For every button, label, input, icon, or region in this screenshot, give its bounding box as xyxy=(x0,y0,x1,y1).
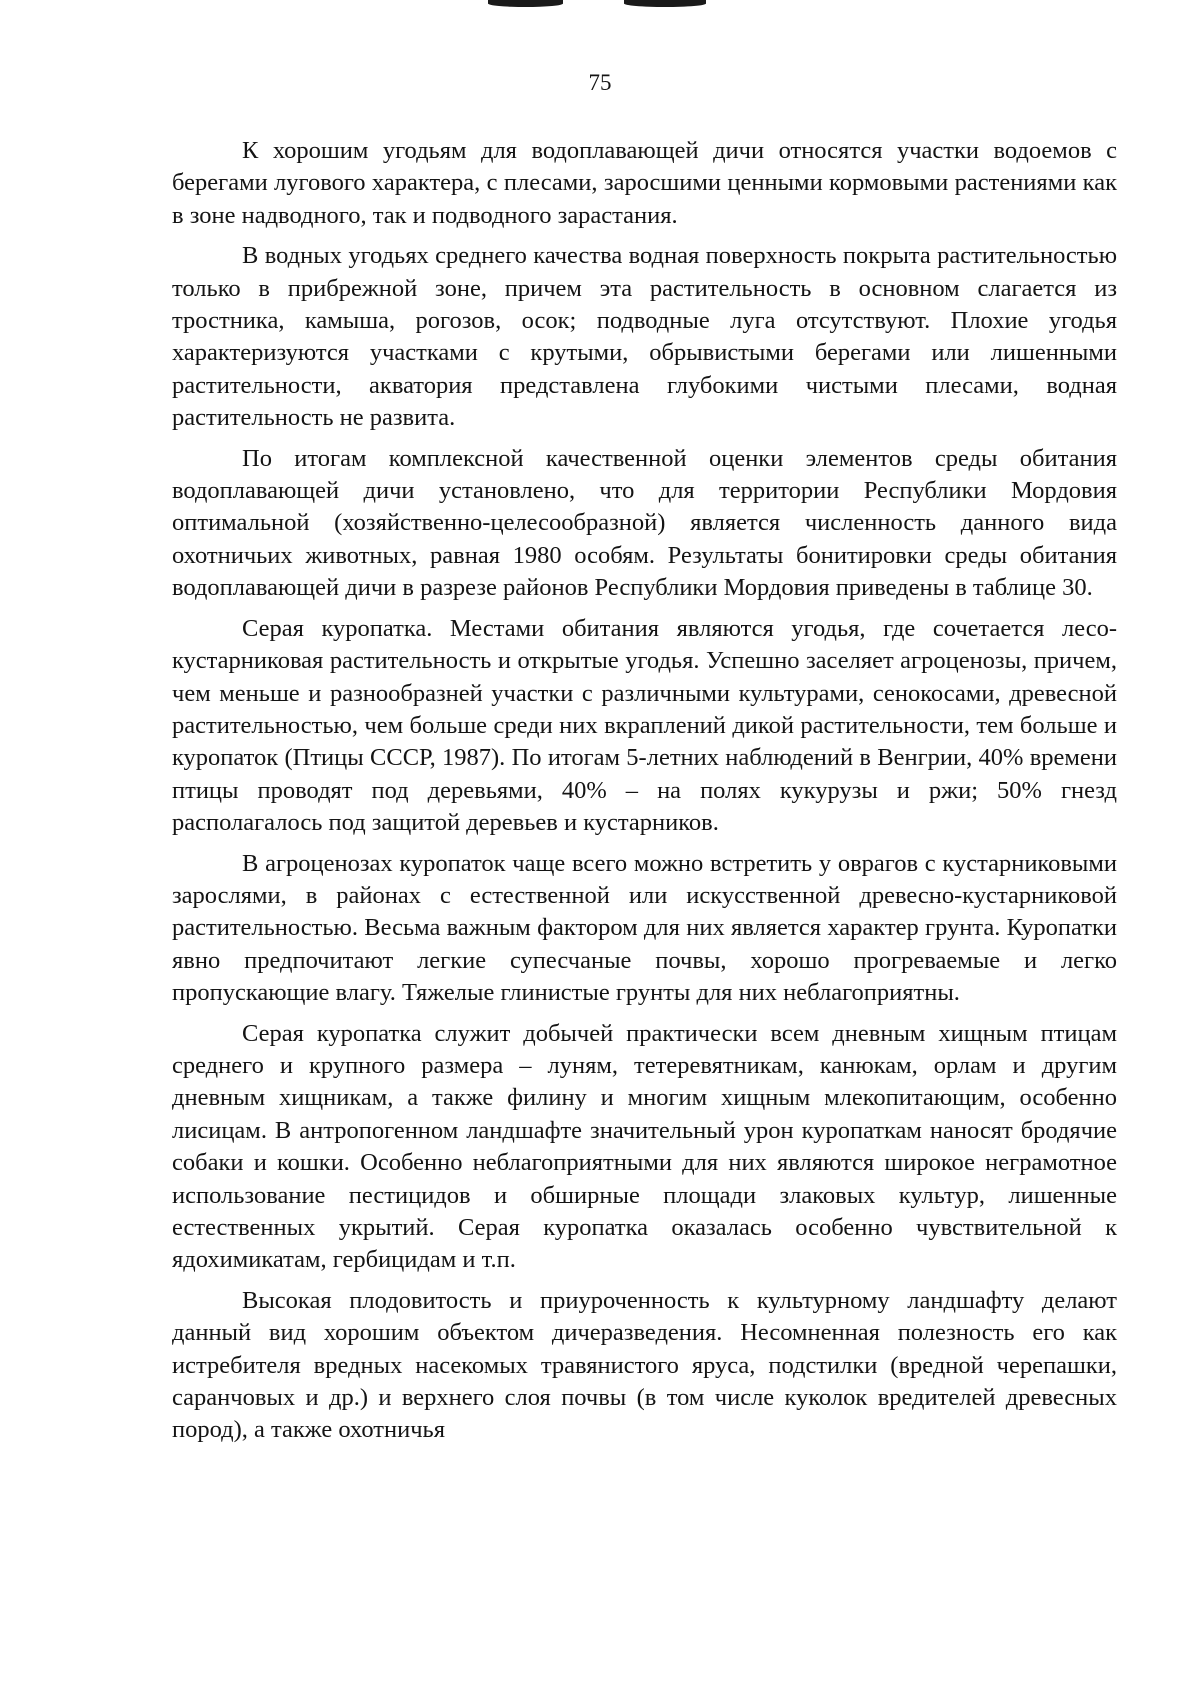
page-number: 75 xyxy=(588,70,612,95)
paragraph-predators: Серая куропатка служит добычей практически всем дневным хищным птицам среднего и крупного размера – луням, тетеревятникам, канюкам, орлам и другим дневным хищникам, а также филину и многим хищным млекопитающим, особенно лисицам. В антропогенном ландшафте значительный урон куропаткам наносят бродячие собаки и кошки. Особенно неблагоприятными для них являются широкое неграмотное использование пестицидов и обширные площади злаковых культур, лишенные естественных укрытий. Серая куропатка оказалась особенно чувствительной к ядохимикатам, гербицидам и т.п. xyxy=(172,1019,1117,1274)
scan-edge-mark-left xyxy=(488,0,563,7)
paragraph-fertility: Высокая плодовитость и приуроченность к культурному ландшафту делают данный вид хорошим объектом дичеразведения. Несомненная полезность его как истребителя вредных насекомых травянистого яруса, подстилки (вредной черепашки, саранчовых и др.) и верхнего слоя почвы (в том числе куколок вредителей древесных пород), а также охотничья xyxy=(172,1286,1117,1444)
paragraph-medium-habitats: В водных угодьях среднего качества водная поверхность покрыта растительностью только в прибрежной зоне, причем эта растительность в основном слагается из тростника, камыша, рогозов, осок; подводные луга отсутствуют. Плохие угодья характеризуются участками с крутыми, обрывистыми берегами или лишенными растительности, акватория представлена глубокими чистыми плесами, водная растительность не развита. xyxy=(172,242,1117,432)
paragraph-agrocenoses: В агроценозах куропаток чаще всего можно встретить у оврагов с кустарниковыми зарослями, в районах с естественной или искусственной древесно-кустарниковой растительностью. Весьма важным фактором для них является характер грунта. Куропатки явно предпочитают легкие супесчаные почвы, хорошо прогреваемые и легко пропускающие влагу. Тяжелые глинистые грунты для них неблагоприятны. xyxy=(172,849,1117,1007)
paragraph-grey-partridge: Серая куропатка. Местами обитания являются угодья, где сочетается лесо-кустарниковая растительность и открытые угодья. Успешно заселяет агроценозы, причем, чем меньше и разнообразней участки с различными культурами, сенокосами, древесной растительностью, чем больше среди них вкраплений дикой растительности, тем больше и куропаток (Птицы СССР, 1987). По итогам 5-летних наблюдений в Венгрии, 40% времени птицы проводят под деревьями, 40% – на полях кукурузы и ржи; 50% гнезд располагалось под защитой деревьев и кустарников. xyxy=(172,614,1117,837)
document-body xyxy=(172,135,1117,1447)
paragraph-assessment-results: По итогам комплексной качественной оценки элементов среды обитания водоплавающей дичи установлено, что для территории Республики Мордовия оптимальной (хозяйственно-целесообразной) является численность данного вида охотничьих животных, равная 1980 особям. Результаты бонитировки среды обитания водоплавающей дичи в разрезе районов Республики Мордовия приведены в таблице 30. xyxy=(172,444,1117,602)
scan-edge-mark-right xyxy=(624,0,706,7)
paragraph-good-habitats: К хорошим угодьям для водоплавающей дичи относятся участки водоемов с берегами лугового характера, с плесами, заросшими ценными кормовыми растениями как в зоне надводного, так и подводного зарастания. xyxy=(172,137,1117,229)
